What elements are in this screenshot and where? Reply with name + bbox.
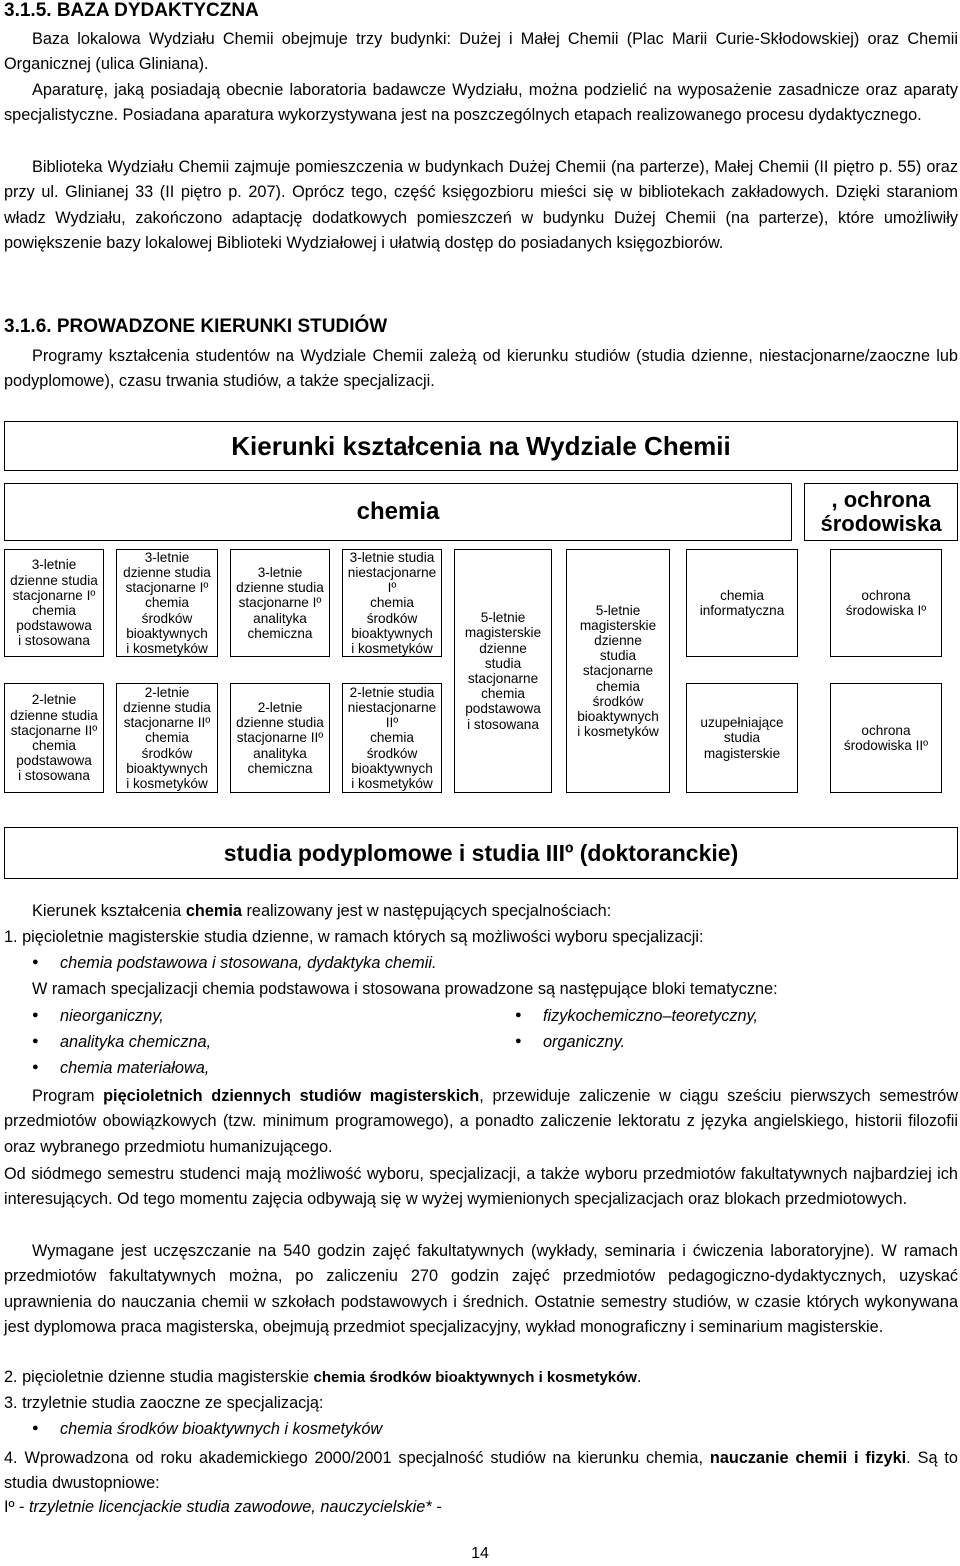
uzupelniajace-box: uzupełniające studia magisterskie bbox=[686, 683, 798, 793]
program-box: 3-letnie dzienne studia stacjonarne Iº analityka chemiczna bbox=[230, 549, 330, 657]
page-number: 14 bbox=[471, 1545, 489, 1562]
postgraduate-box: studia podyplomowe i studia IIIº (doktoranckie) bbox=[4, 827, 958, 879]
item4-post: . Są to studia dwustopniowe: bbox=[4, 1449, 958, 1493]
item-3: 3. trzyletnie studia zaoczne ze specjalizacją: bbox=[4, 1394, 324, 1412]
program-box-tall: 5-letnie magisterskie dzienne studia stacjonarne chemia środków bioaktywnych i kosmetyków bbox=[566, 549, 670, 793]
item4-pre: 4. Wprowadzona od roku akademickiego 2000/2001 specjalność studiów na kierunku chemia, bbox=[4, 1449, 710, 1467]
item2-pre: 2. pięcioletnie dzienne studia magisterskie bbox=[4, 1368, 314, 1386]
program-box: 2-letnie studia niestacjonarne IIº chemia środków bioaktywnych i kosmetyków bbox=[342, 683, 442, 793]
program-box-tall: 5-letnie magisterskie dzienne studia stacjonarne chemia podstawowa i stosowana bbox=[454, 549, 552, 793]
item2-bold: chemia środków bioaktywnych i kosmetyków bbox=[313, 1369, 637, 1386]
last-line bbox=[4, 1498, 442, 1517]
intro-line bbox=[32, 902, 611, 921]
paragraph-aparatura: Aparaturę, jaką posiadają obecnie laboratoria badawcze Wydziału, można podzielić na wyposażenie zasadnicze oraz aparaty specjalistyczne. Posiadana aparatura wykorzystywana jest na poszczególnych etapach realizowanego procesu dydaktycznego. bbox=[4, 81, 958, 125]
bullet-block: ● fizykochemiczno–teoretyczny, bbox=[543, 1007, 758, 1026]
bullet-specjalizacje: ● chemia podstawowa i stosowana, dydaktyka chemii. bbox=[60, 954, 436, 973]
item-1: 1. pięcioletnie magisterskie studia dzienne, w ramach których są możliwości wyboru specjalizacji: bbox=[4, 928, 704, 946]
diagram-title-box: Kierunki kształcenia na Wydziale Chemii bbox=[4, 421, 958, 471]
ochrona-srodowiska-box: , ochrona środowiska bbox=[804, 483, 958, 541]
study-programs-diagram bbox=[4, 421, 958, 880]
prog-pre: Program bbox=[32, 1087, 104, 1105]
heading-3-1-5: 3.1.5. BAZA DYDAKTYCZNA bbox=[4, 0, 259, 21]
paragraph-programy: Programy kształcenia studentów na Wydziale Chemii zależą od kierunku studiów (studia dzienne, niestacjonarne/zaoczne lub podyplomowe), czasu trwania studiów, a także specjalizacji. bbox=[4, 347, 958, 391]
paragraph-baza: Baza lokalowa Wydziału Chemii obejmuje trzy budynki: Dużej i Małej Chemii (Plac Marii Curie-Skłodowskiej) oraz Chemii Organicznej (ulica Gliniana). bbox=[4, 30, 958, 74]
chemia-informatyczna-box: chemia informatyczna bbox=[686, 549, 798, 657]
chemia-box: chemia bbox=[4, 483, 792, 541]
blocks-intro: W ramach specjalizacji chemia podstawowa i stosowana prowadzone są następujące bloki tematyczne: bbox=[32, 980, 778, 998]
intro-post: realizowany jest w następujących specjalnościach: bbox=[241, 902, 612, 920]
program-box: 3-letnie dzienne studia stacjonarne Iº chemia środków bioaktywnych i kosmetyków bbox=[116, 549, 218, 657]
prog-bold: pięcioletnich dziennych studiów magisterskich bbox=[103, 1087, 480, 1105]
ochrona-i-box: ochrona środowiska Iº bbox=[830, 549, 942, 657]
paragraph-program bbox=[4, 1084, 958, 1160]
ochrona-ii-box: ochrona środowiska IIº bbox=[830, 683, 942, 793]
program-box: 2-letnie dzienne studia stacjonarne IIº chemia środków bioaktywnych i kosmetyków bbox=[116, 683, 218, 793]
bullet-block: ● organiczny. bbox=[543, 1033, 625, 1052]
paragraph-godziny: Wymagane jest uczęszczanie na 540 godzin zajęć fakultatywnych (wykłady, seminaria i ćwiczenia laboratoryjne). W ramach przedmiotów fakultatywnych można, po zaliczeniu 270 godzin zajęć przedmiotów pedagogiczno-dydaktycznych, uzyskać uprawnienia do nauczania chemii w szkołach podstawowych i średnich. Ostatnie semestry studiów, w czasie których wykonywana jest dyplomowa praca magisterska, obejmują przedmiot specjalizacyjny, wykład monograficzny i seminarium magisterskie. bbox=[4, 1242, 958, 1337]
prog-post: , przewiduje zaliczenie w ciągu sześciu pierwszych semestrów przedmiotów obowiązkowych (tzw. minimum programowego), a ponadto zaliczenie lektoratu z języka angielskiego, historii filozofii oraz wybranego przedmiotu humanizującego. bbox=[4, 1087, 958, 1156]
paragraph-item4 bbox=[4, 1446, 958, 1497]
item2-post: . bbox=[636, 1368, 642, 1386]
bullet-item3: ● chemia środków bioaktywnych i kosmetyków bbox=[60, 1420, 382, 1439]
bullet-block: ● analityka chemiczna, bbox=[60, 1033, 211, 1052]
paragraph-biblioteka: Biblioteka Wydziału Chemii zajmuje pomieszczenia w budynkach Dużej Chemii (na parterze), Małej Chemii (II piętro p. 55) oraz przy ul. Glinianej 33 (II piętro p. 207). Oprócz tego, część księgozbioru mieści się w bibliotekach zakładowych. Dzięki staraniom władz Wydziału, zakończono adaptację dodatkowych pomieszczeń w budynku Dużej Chemii (na parterze), które umożliwiły powiększenie bazy lokalowej Biblioteki Wydziałowej i ułatwią dostęp do posiadanych księgozbiorów. bbox=[4, 158, 958, 253]
program-box: 3-letnie studia niestacjonarne Iº chemia środków bioaktywnych i kosmetyków bbox=[342, 549, 442, 657]
program-box: 2-letnie dzienne studia stacjonarne IIº chemia podstawowa i stosowana bbox=[4, 683, 104, 793]
item4-bold: nauczanie chemii i fizyki bbox=[709, 1449, 907, 1467]
last-italic: trzyletnie licencjackie studia zawodowe, nauczycielskie* - bbox=[28, 1498, 442, 1516]
paragraph-semestr: Od siódmego semestru studenci mają możliwość wyboru, specjalizacji, a także wyboru przedmiotów fakultatywnych najbardziej ich interesujących. Od tego momentu zajęcia odbywają się w wyżej wymienionych specjalizacjach oraz blokach przedmiotowych. bbox=[4, 1165, 958, 1209]
intro-bold: chemia bbox=[185, 902, 242, 920]
program-box: 2-letnie dzienne studia stacjonarne IIº analityka chemiczna bbox=[230, 683, 330, 793]
program-box: 3-letnie dzienne studia stacjonarne Iº chemia podstawowa i stosowana bbox=[4, 549, 104, 657]
intro-pre: Kierunek kształcenia bbox=[32, 902, 186, 920]
bullet-block: ● nieorganiczny, bbox=[60, 1007, 164, 1026]
heading-3-1-6: 3.1.6. PROWADZONE KIERUNKI STUDIÓW bbox=[4, 316, 388, 337]
last-pre: Iº - bbox=[4, 1498, 29, 1516]
bullet-block: ● chemia materiałowa, bbox=[60, 1059, 209, 1078]
item-2 bbox=[4, 1368, 642, 1387]
